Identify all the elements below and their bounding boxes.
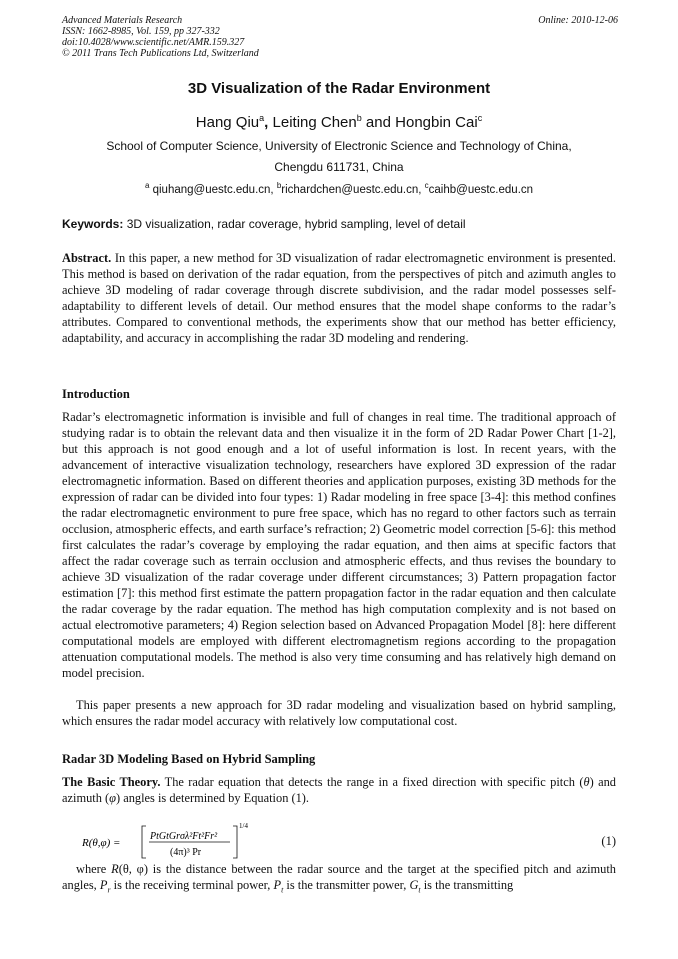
- keywords-text: 3D visualization, radar coverage, hybrid sampling, level of detail: [126, 217, 466, 231]
- basic-theory-text: The radar equation that detects the range in a fixed direction with specific pitch (: [164, 775, 584, 789]
- issn-line: ISSN: 1662-8985, Vol. 159, pp 327-332: [62, 26, 220, 37]
- affiliation-line-2: Chengdu 611731, China: [274, 160, 404, 174]
- explanation-text: is the receiving terminal power,: [110, 878, 274, 892]
- gt-symbol: G: [409, 878, 419, 892]
- explanation-text: is the transmitter power,: [283, 878, 410, 892]
- email-address[interactable]: caihb@uestc.edu.cn: [428, 183, 534, 196]
- right-bracket: [233, 826, 237, 858]
- paper-title: 3D Visualization of the Radar Environment: [187, 80, 491, 97]
- theta-symbol: θ: [583, 775, 590, 789]
- section-heading-hybrid-sampling: Radar 3D Modeling Based on Hybrid Sampling: [62, 752, 316, 766]
- email-sup: a: [144, 181, 150, 190]
- email-sup: b: [276, 181, 282, 190]
- equation-exponent: 1/4: [239, 822, 248, 830]
- subscript-t: t: [418, 885, 421, 895]
- left-bracket: [142, 826, 146, 858]
- journal-header: [62, 15, 618, 59]
- author-name: Leiting Chen: [272, 114, 357, 131]
- explanation-text: is the distance between the radar source and the target at the specified pitch and azimuth angles,: [62, 862, 616, 892]
- journal-name: Advanced Materials Research: [62, 15, 183, 26]
- abstract-text: In this paper, a new method for 3D visualization of radar electromagnetic environment is presented. This method is based on derivation of the radar equation, from the perspectives of pitch and azimuth angles to achieve 3D modeling of radar coverage through discrete subdivision, and the radar model possesses self-adaptability to different levels of detail. Our method ensures that the model shape conforms to the radar’s attributes. Compared to conventional methods, the experiments show that our method has better efficiency, adaptability, and accuracy in accomplishing the radar 3D modeling and rendering.: [62, 251, 616, 345]
- author-sup: c: [477, 113, 483, 123]
- radar-equation: [82, 822, 616, 862]
- angle-args: (θ, φ): [118, 862, 148, 876]
- email-address[interactable]: richardchen@uestc.edu.cn,: [281, 183, 422, 196]
- author-sep: and: [361, 114, 396, 131]
- basic-theory-paragraph: [62, 774, 616, 806]
- basic-theory-text: ) and azimuth (: [62, 775, 616, 805]
- author-sup: b: [356, 113, 362, 123]
- equation-number: (1): [601, 834, 616, 848]
- equation-numerator: PtGtGrσλ²Ft²Fr²: [150, 831, 218, 842]
- equation-explanation: [62, 861, 616, 898]
- email-list: [62, 181, 616, 196]
- basic-theory-text: ) angles is determined by Equation (1).: [116, 791, 310, 805]
- subscript-t: t: [281, 885, 284, 895]
- doi-line: doi:10.4028/www.scientific.net/AMR.159.327: [62, 37, 245, 48]
- author-name: Hang Qiu: [195, 114, 260, 131]
- online-date: Online: 2010-12-06: [538, 15, 618, 26]
- email-address[interactable]: qiuhang@uestc.edu.cn,: [152, 183, 274, 196]
- author-sup: a: [259, 113, 265, 123]
- author-name: Hongbin Cai: [395, 114, 478, 131]
- range-symbol: R: [111, 862, 119, 876]
- basic-theory-label: The Basic Theory.: [62, 775, 161, 789]
- email-sup: c: [424, 181, 429, 190]
- introduction-paragraph-1: Radar’s electromagnetic information is invisible and full of changes in real time. The traditional approach of studying radar is to obtain the relevant data and then visualize it in the form of 2D Radar Power Chart [1-2], but this approach is not good enough and a lot of useful information is lost. In recent years, with the advancement of interactive visualization technology, researchers have explored 3D expression of the radar electromagnetic information. Based on different theories and application purposes, existing 3D methods for the expression of radar can be divided into four types: 1) Radar modeling in free space [3-4]: this method confines the radar electromagnetic environment to pure free space, which has no regard to other factors such as terrain occlusion, atmospheric effects, and earth surface’s refraction; 2) Geometric model correction [5-6]: this method first calculates the radar’s coverage by employing the radar equation, and then aims at specific factors that affect the radar coverage such as terrain occlusion and atmospheric effects, and thus revises the boundary to achieve 3D visualization of the radar coverage under different circumstances; 3) Pattern propagation factor estimation [7]: this method first estimate the pattern propagation factor in the radar equation and then calculate the radar coverage by the radar equation. The method has high computation complexity and is not based on actual electromotive parameters; 4) Region selection based on Advanced Propagation Model [8]: here different computational models are employed with different electromagnetism regions according to the propagation attenuation computational models. The method is also very time consuming and has relatively high demand on model precision.: [62, 410, 616, 680]
- introduction-paragraph-2: This paper presents a new approach for 3D radar modeling and visualization based on hybrid sampling, which ensures the radar model accuracy with relatively low computational cost.: [62, 698, 616, 728]
- pr-symbol: P: [99, 878, 108, 892]
- explanation-text: where: [76, 862, 112, 876]
- equation-denominator: (4π)³ Pr: [170, 847, 202, 858]
- author-list: [62, 113, 616, 131]
- keywords-label: Keywords:: [62, 217, 124, 231]
- copyright-line: © 2011 Trans Tech Publications Ltd, Switzerland: [62, 48, 259, 59]
- introduction-heading: Introduction: [62, 387, 130, 401]
- explanation-text: is the transmitting: [420, 878, 514, 892]
- equation-graphic: [82, 822, 252, 864]
- pt-symbol: P: [273, 878, 282, 892]
- equation-lhs: R(θ,φ) =: [82, 837, 121, 849]
- affiliation-line-1: School of Computer Science, University of Electronic Science and Technology of China,: [106, 139, 572, 153]
- keywords: [62, 217, 616, 231]
- author-sep: ,: [264, 114, 273, 131]
- abstract-label: Abstract.: [62, 251, 112, 265]
- phi-symbol: φ: [109, 791, 116, 805]
- abstract: [62, 250, 616, 346]
- subscript-r: r: [107, 885, 111, 895]
